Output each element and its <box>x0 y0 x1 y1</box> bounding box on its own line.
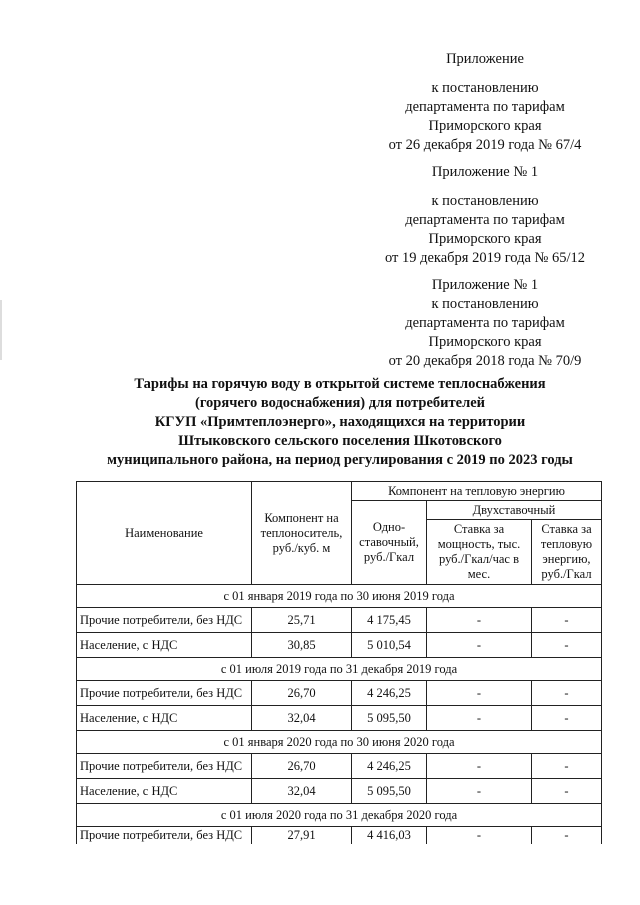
period-label: с 01 июля 2019 года по 31 декабря 2019 года <box>77 658 602 681</box>
carrier-value: 27,91 <box>252 827 352 845</box>
header-two-rate: Двухставочный <box>427 501 602 520</box>
title-line: муниципального района, на период регулирования с 2019 по 2023 годы <box>107 452 573 468</box>
capacity-rate-value: - <box>427 633 532 658</box>
table-row <box>77 706 602 731</box>
period-row <box>77 585 602 608</box>
energy-rate-value: - <box>532 633 602 658</box>
header-energy-component: Компонент на тепловую энергию <box>352 482 602 501</box>
carrier-value: 25,71 <box>252 608 352 633</box>
appendix-title: Приложение <box>446 51 524 67</box>
document-title <box>60 375 620 470</box>
appendix-block-2 <box>360 163 610 268</box>
energy-rate-value: - <box>532 779 602 804</box>
appendix-line: от 26 декабря 2019 года № 67/4 <box>388 137 582 153</box>
carrier-value: 26,70 <box>252 754 352 779</box>
period-label: с 01 января 2019 года по 30 июня 2019 года <box>77 585 602 608</box>
carrier-value: 32,04 <box>252 779 352 804</box>
title-line: Штыковского сельского поселения Шкотовского <box>178 433 502 449</box>
carrier-value: 32,04 <box>252 706 352 731</box>
scan-edge-mark <box>0 300 2 360</box>
capacity-rate-value: - <box>427 608 532 633</box>
table-row <box>77 681 602 706</box>
header-carrier-component: Компонент на теплоноситель, руб./куб. м <box>252 482 352 585</box>
appendix-line: к постановлению <box>431 80 539 96</box>
energy-rate-value: - <box>532 754 602 779</box>
appendix-line: департамента по тарифам <box>405 99 565 115</box>
one-rate-value: 5 095,50 <box>352 706 427 731</box>
energy-rate-value: - <box>532 608 602 633</box>
header-one-rate: Одно-ставочный, руб./Гкал <box>352 501 427 585</box>
appendix-line: Приморского края <box>428 334 542 350</box>
one-rate-value: 4 246,25 <box>352 754 427 779</box>
energy-rate-value: - <box>532 681 602 706</box>
capacity-rate-value: - <box>427 779 532 804</box>
consumer-name: Прочие потребители, без НДС <box>77 608 252 633</box>
one-rate-value: 4 246,25 <box>352 681 427 706</box>
consumer-name: Население, с НДС <box>77 706 252 731</box>
one-rate-value: 5 010,54 <box>352 633 427 658</box>
consumer-name: Прочие потребители, без НДС <box>77 681 252 706</box>
consumer-name: Население, с НДС <box>77 633 252 658</box>
table-row <box>77 608 602 633</box>
period-label: с 01 июля 2020 года по 31 декабря 2020 года <box>77 804 602 827</box>
capacity-rate-value: - <box>427 827 532 845</box>
period-row <box>77 658 602 681</box>
period-label: с 01 января 2020 года по 30 июня 2020 года <box>77 731 602 754</box>
one-rate-value: 5 095,50 <box>352 779 427 804</box>
header-capacity-rate: Ставка за мощность, тыс. руб./Гкал/час в мес. <box>427 520 532 585</box>
appendix-line: от 19 декабря 2019 года № 65/12 <box>384 250 586 266</box>
carrier-value: 30,85 <box>252 633 352 658</box>
capacity-rate-value: - <box>427 706 532 731</box>
capacity-rate-value: - <box>427 681 532 706</box>
header-name: Наименование <box>77 482 252 585</box>
period-row <box>77 804 602 827</box>
table-row <box>77 779 602 804</box>
consumer-name: Население, с НДС <box>77 779 252 804</box>
appendix-line: от 20 декабря 2018 года № 70/9 <box>388 353 582 369</box>
appendix-title: Приложение № 1 <box>431 164 539 180</box>
period-row <box>77 731 602 754</box>
appendix-title: Приложение № 1 <box>431 277 539 293</box>
one-rate-value: 4 416,03 <box>352 827 427 845</box>
title-line: (горячего водоснабжения) для потребителей <box>194 395 485 411</box>
tariff-table <box>76 481 602 844</box>
appendix-line: департамента по тарифам <box>405 212 565 228</box>
table-row <box>77 633 602 658</box>
table-row <box>77 754 602 779</box>
appendix-line: к постановлению <box>431 193 539 209</box>
capacity-rate-value: - <box>427 754 532 779</box>
title-line: Тарифы на горячую воду в открытой системе теплоснабжения <box>134 376 546 392</box>
title-line: КГУП «Примтеплоэнерго», находящихся на территории <box>154 414 526 430</box>
appendix-line: департамента по тарифам <box>405 315 565 331</box>
consumer-name: Прочие потребители, без НДС <box>77 754 252 779</box>
header-energy-rate: Ставка за тепловую энергию, руб./Гкал <box>532 520 602 585</box>
appendix-line: к постановлению <box>431 296 539 312</box>
energy-rate-value: - <box>532 827 602 845</box>
appendix-block-1 <box>360 50 610 155</box>
appendix-line: Приморского края <box>428 118 542 134</box>
appendix-block-3 <box>360 276 610 371</box>
consumer-name: Прочие потребители, без НДС <box>77 827 252 845</box>
table-row <box>77 827 602 845</box>
carrier-value: 26,70 <box>252 681 352 706</box>
energy-rate-value: - <box>532 706 602 731</box>
appendix-line: Приморского края <box>428 231 542 247</box>
one-rate-value: 4 175,45 <box>352 608 427 633</box>
